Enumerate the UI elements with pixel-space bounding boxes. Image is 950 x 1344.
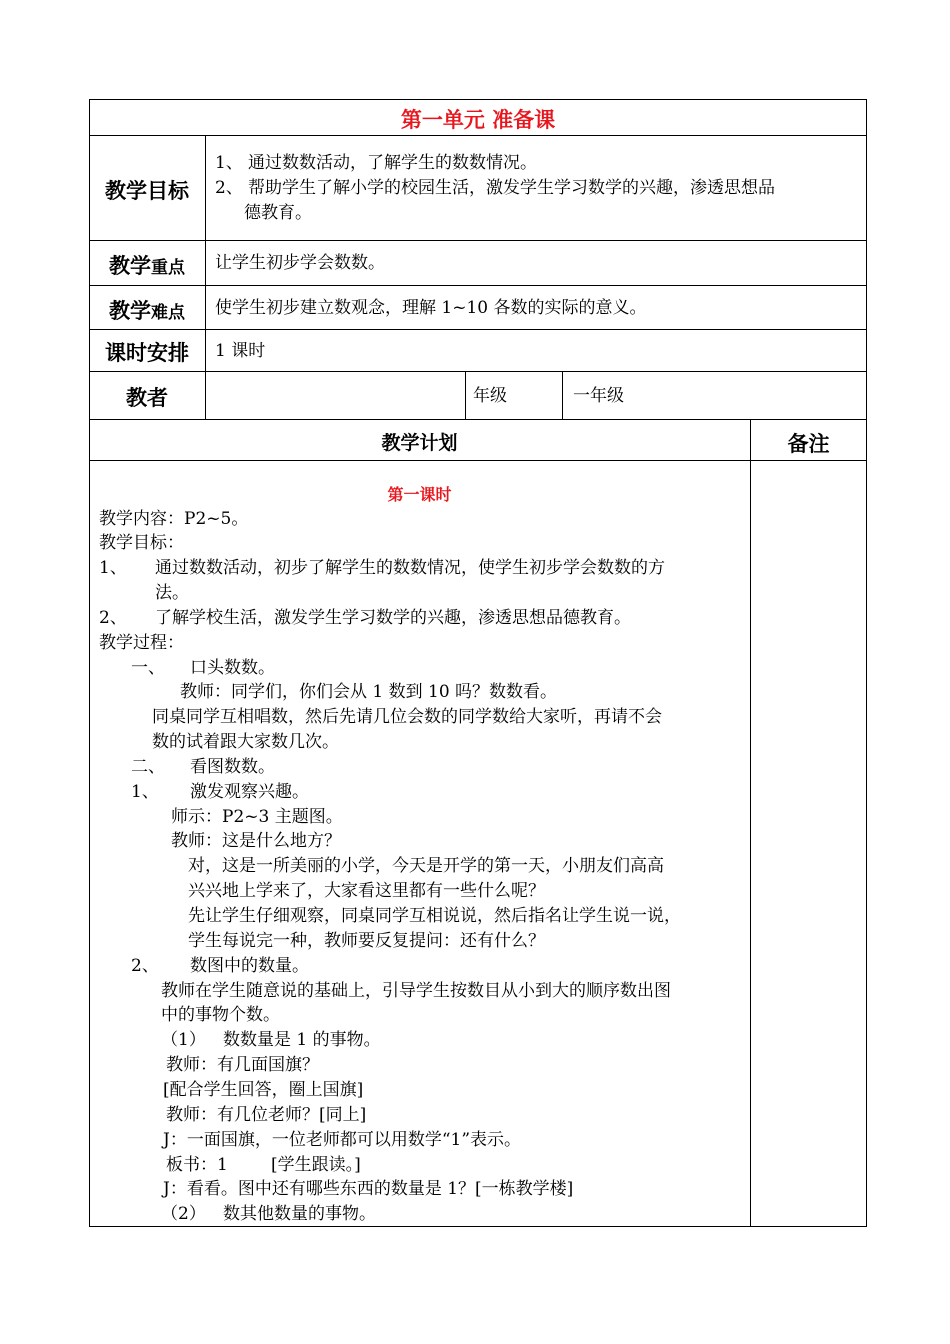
plan-line: [学生跟读。]	[271, 1155, 361, 1175]
goal-text: 德教育。	[244, 203, 312, 223]
label-column-divider	[205, 135, 206, 419]
list-marker: 2、	[131, 956, 159, 976]
plan-line: 同桌同学互相唱数，然后先请几位会数的同学数给大家听，再请不会	[152, 707, 662, 727]
plan-line: [配合学生回答，圈上国旗]	[163, 1080, 364, 1100]
hours-label: 课时安排	[105, 341, 189, 365]
plan-line: 教学过程：	[99, 633, 184, 653]
grade-cell-divider	[562, 371, 563, 419]
notes-header: 备注	[787, 432, 830, 456]
notes-column-divider	[750, 419, 751, 1227]
plan-line: 了解学校生活，激发学生学习数学的兴趣，渗透思想品德教育。	[155, 608, 631, 628]
plan-line: 先让学生仔细观察，同桌同学互相说说，然后指名让学生说一说，	[188, 906, 681, 926]
list-marker: 1、	[131, 782, 159, 802]
plan-line: 数其他数量的事物。	[223, 1204, 376, 1224]
plan-line: 兴兴地上学来了，大家看这里都有一些什么呢？	[188, 881, 545, 901]
plan-line: 中的事物个数。	[161, 1005, 280, 1025]
grade-value: 一年级	[573, 386, 624, 406]
plan-line: 学生每说完一种，教师要反复提问：还有什么？	[188, 931, 545, 951]
plan-line: 教师：有几面国旗？	[166, 1055, 319, 1075]
grade-label: 年级	[473, 386, 507, 406]
plan-line: 教师：有几位老师？[同上]	[166, 1105, 367, 1125]
plan-line: 教学目标：	[99, 533, 184, 553]
key-points-label: 教学重点	[109, 254, 185, 278]
plan-line: 板书：1	[166, 1155, 228, 1175]
goal-text: 通过数数活动，了解学生的数数情况。	[248, 153, 537, 173]
teacher-cell-divider	[465, 371, 466, 419]
list-marker: 1、	[99, 558, 127, 578]
difficult-points-label: 教学难点	[109, 299, 185, 323]
plan-line: 数图中的数量。	[190, 956, 309, 976]
plan-line: J：一面国旗，一位老师都可以用数学“1”表示。	[163, 1130, 522, 1150]
goal-number: 1、	[215, 153, 243, 173]
plan-header: 教学计划	[381, 432, 458, 454]
plan-line: 激发观察兴趣。	[190, 782, 309, 802]
list-marker: 一、	[131, 658, 165, 678]
goal-text: 帮助学生了解小学的校园生活，激发学生学习数学的兴趣，渗透思想品	[248, 178, 775, 198]
unit-title: 第一单元 准备课	[400, 108, 556, 132]
plan-line: 数数量是 1 的事物。	[223, 1030, 381, 1050]
plan-line: 口头数数。	[190, 658, 275, 678]
list-marker: （2）	[161, 1204, 206, 1224]
goal-number: 2、	[215, 178, 243, 198]
list-marker: （1）	[161, 1030, 206, 1050]
plan-line: J：看看。图中还有哪些东西的数量是 1？[一栋教学楼]	[163, 1179, 574, 1199]
plan-line: 教师在学生随意说的基础上，引导学生按数目从小到大的顺序数出图	[161, 981, 671, 1001]
lesson-title: 第一课时	[387, 485, 452, 504]
list-marker: 2、	[99, 608, 127, 628]
plan-line: 通过数数活动，初步了解学生的数数情况，使学生初步学会数数的方	[155, 558, 665, 578]
plan-line: 法。	[155, 583, 189, 603]
plan-line: 教学内容：P2~5。	[99, 509, 249, 529]
key-points-text: 让学生初步学会数数。	[215, 253, 385, 273]
list-marker: 二、	[131, 757, 165, 777]
plan-line: 数的试着跟大家数几次。	[152, 732, 339, 752]
difficult-points-text: 使学生初步建立数观念，理解 1~10 各数的实际的意义。	[215, 298, 647, 318]
plan-line: 看图数数。	[190, 757, 275, 777]
plan-line: 教师：这是什么地方？	[171, 831, 341, 851]
goals-label: 教学目标	[105, 179, 189, 203]
hours-text: 1 课时	[215, 341, 266, 361]
plan-line: 对，这是一所美丽的小学，今天是开学的第一天，小朋友们高高	[188, 856, 664, 876]
teacher-label: 教者	[126, 386, 168, 410]
plan-line: 师示：P2~3 主题图。	[171, 807, 343, 827]
plan-line: 教师：同学们，你们会从 1 数到 10 吗？数数看。	[180, 682, 558, 702]
